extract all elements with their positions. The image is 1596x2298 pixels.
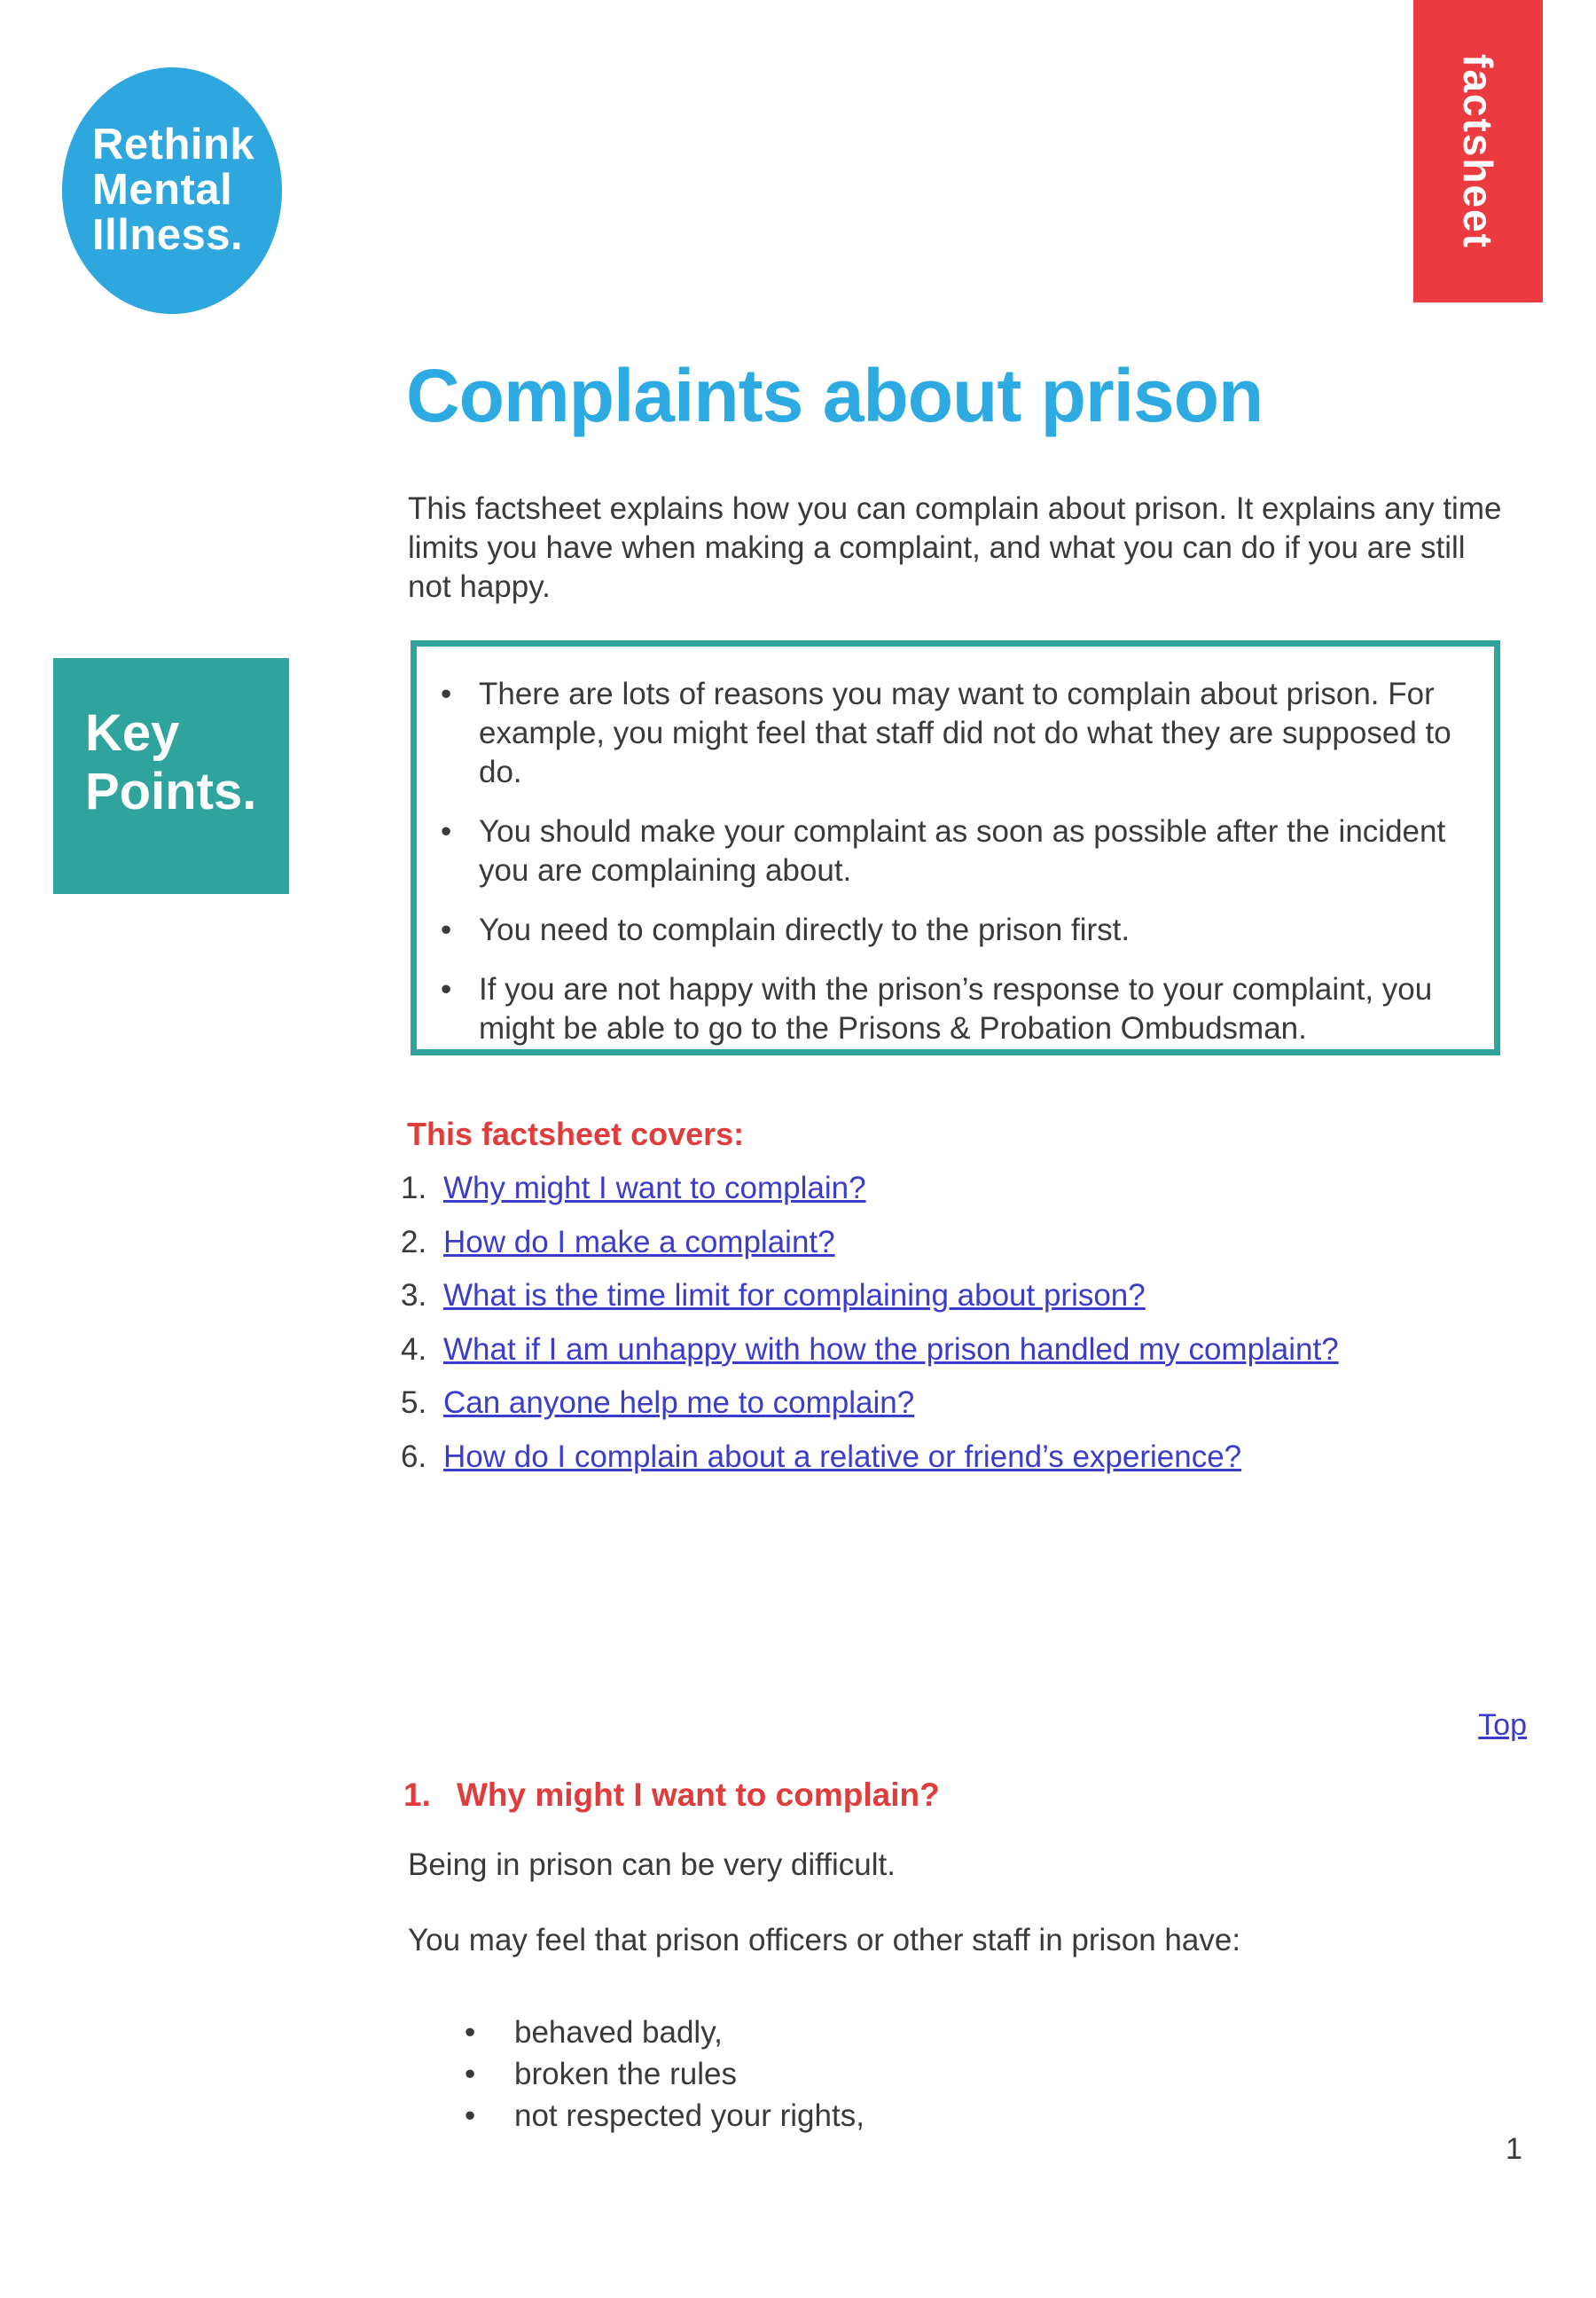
section-1-heading-text: Why might I want to complain? xyxy=(457,1776,940,1813)
covers-item xyxy=(401,1385,1339,1439)
factsheet-banner xyxy=(1413,0,1543,302)
rethink-logo xyxy=(62,67,282,314)
logo-line-3: Illness. xyxy=(92,211,244,259)
bullet-icon: • xyxy=(465,2015,476,2050)
key-point-text: There are lots of reasons you may want to complain about prison. For example, you might feel that staff did not do what they are supposed to do. xyxy=(479,677,1451,789)
key-points-line-2: Points. xyxy=(85,763,257,820)
section-1-paragraph-1: Being in prison can be very difficult. xyxy=(408,1847,896,1882)
key-point-text: If you are not happy with the prison’s response to your complaint, you might be able to go to the Prisons & Probation Ombudsman. xyxy=(479,972,1433,1046)
list-item-text: broken the rules xyxy=(514,2057,737,2091)
covers-item xyxy=(401,1171,1339,1225)
key-point-item xyxy=(441,675,1459,792)
covers-link-time-limit[interactable]: What is the time limit for complaining about prison? xyxy=(443,1278,1146,1313)
logo-line-1: Rethink xyxy=(92,121,255,169)
covers-item-number: 3. xyxy=(401,1278,427,1313)
key-points-label-text xyxy=(85,704,256,821)
key-point-item xyxy=(441,970,1459,1048)
list-item-text: behaved badly, xyxy=(514,2015,723,2050)
bullet-icon: • xyxy=(465,2098,476,2133)
bullet-icon: • xyxy=(441,972,452,1007)
section-1-paragraph-2: You may feel that prison officers or other staff in prison have: xyxy=(408,1923,1241,1957)
bullet-icon: • xyxy=(465,2057,476,2091)
covers-list xyxy=(401,1171,1339,1493)
list-item xyxy=(465,2053,864,2095)
rethink-logo-text xyxy=(92,122,254,258)
top-link[interactable]: Top xyxy=(1478,1708,1527,1742)
covers-item xyxy=(401,1225,1339,1279)
bullet-icon: • xyxy=(441,814,452,849)
covers-link-unhappy-handling[interactable]: What if I am unhappy with how the prison handled my complaint? xyxy=(443,1331,1339,1367)
section-1-number: 1. xyxy=(403,1776,431,1813)
key-point-item xyxy=(441,812,1459,890)
key-point-text: You should make your complaint as soon as possible after the incident you are complaining about. xyxy=(479,814,1446,888)
covers-item xyxy=(401,1278,1339,1332)
covers-item-number: 4. xyxy=(401,1331,427,1367)
section-1-heading xyxy=(403,1776,940,1814)
page-number: 1 xyxy=(1506,2132,1522,2166)
section-1-bullet-list xyxy=(465,2012,864,2137)
list-item xyxy=(465,2095,864,2137)
intro-paragraph: This factsheet explains how you can complain about prison. It explains any time limits you have when making a complaint, and what you can do if you are still not happy. xyxy=(408,491,1502,604)
key-point-item xyxy=(441,911,1459,950)
covers-item xyxy=(401,1439,1339,1494)
covers-item xyxy=(401,1332,1339,1386)
covers-item-number: 1. xyxy=(401,1171,427,1205)
key-points-box xyxy=(411,640,1500,1055)
covers-item-number: 6. xyxy=(401,1439,427,1474)
covers-link-relative-friend[interactable]: How do I complain about a relative or friend’s experience? xyxy=(443,1439,1242,1474)
covers-item-number: 5. xyxy=(401,1385,427,1420)
bullet-icon: • xyxy=(441,913,452,947)
page-title: Complaints about prison xyxy=(406,354,1264,437)
factsheet-banner-label: factsheet xyxy=(1455,53,1501,249)
logo-line-2: Mental xyxy=(92,166,233,214)
covers-heading: This factsheet covers: xyxy=(407,1116,745,1152)
covers-link-help-complain[interactable]: Can anyone help me to complain? xyxy=(443,1385,915,1420)
key-point-text: You need to complain directly to the prison first. xyxy=(479,913,1130,947)
covers-link-make-complaint[interactable]: How do I make a complaint? xyxy=(443,1224,835,1259)
covers-item-number: 2. xyxy=(401,1224,427,1259)
bullet-icon: • xyxy=(441,677,452,711)
list-item xyxy=(465,2012,864,2053)
key-points-line-1: Key xyxy=(85,704,180,762)
key-points-label-box xyxy=(53,658,289,894)
list-item-text: not respected your rights, xyxy=(514,2098,864,2133)
covers-link-why-complain[interactable]: Why might I want to complain? xyxy=(443,1171,866,1205)
